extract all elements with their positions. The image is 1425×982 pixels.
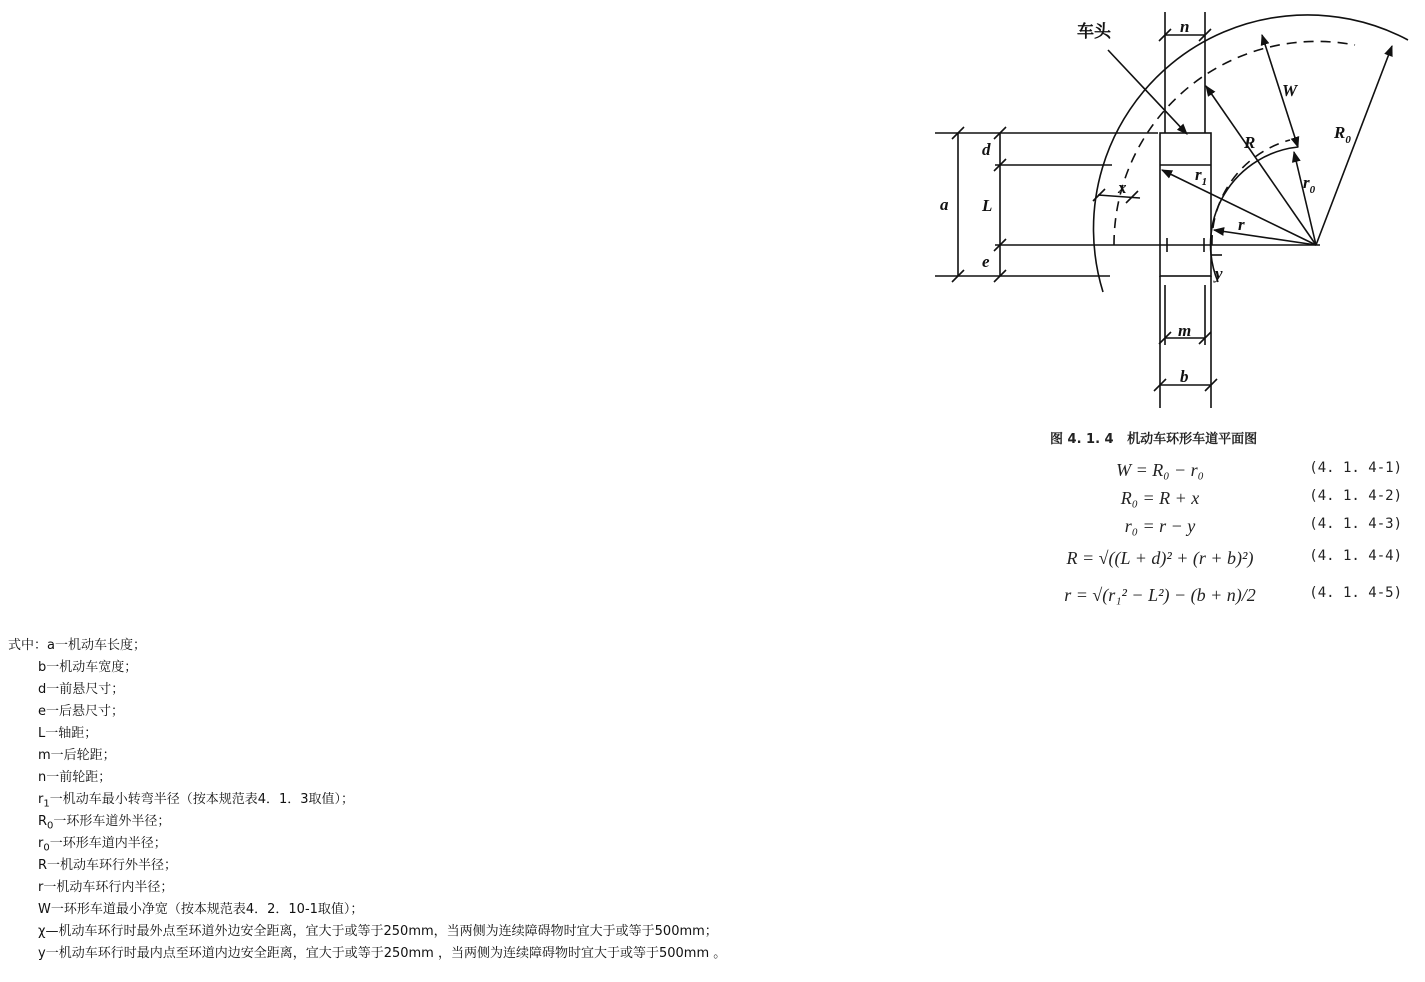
legend-symbol: R bbox=[38, 858, 48, 873]
equation-row bbox=[1040, 460, 1410, 486]
legend-text: 一前轮距； bbox=[46, 770, 112, 785]
equation-number: (4. 1. 4-4) bbox=[1309, 548, 1402, 564]
legend-symbol: L bbox=[38, 726, 46, 741]
legend-symbol: $r_1$ bbox=[38, 792, 50, 810]
legend-symbol: e bbox=[38, 704, 46, 719]
label-head: 车头 bbox=[1077, 22, 1111, 42]
legend-text: 一后轮距； bbox=[50, 748, 116, 763]
equation-expr: r = √(r₁² − L²) − (b + n)/2 bbox=[1064, 585, 1256, 605]
vehicle-rect bbox=[1160, 133, 1211, 276]
legend-symbol: $R_0$ bbox=[38, 814, 54, 832]
label-y: y bbox=[1215, 264, 1223, 283]
label-n: n bbox=[1180, 17, 1190, 36]
legend-head: 式中：a一机动车长度； bbox=[8, 638, 146, 653]
legend-item bbox=[8, 790, 726, 812]
legend-text: 一机动车环行外半径； bbox=[47, 858, 178, 873]
label-L: L bbox=[982, 196, 993, 215]
label-x: x bbox=[1118, 178, 1127, 197]
legend-symbol: $r_0$ bbox=[38, 836, 50, 854]
legend-text: 一环形车道最小净宽（按本规范表4．2．10-1取值）； bbox=[50, 902, 364, 917]
equation-row bbox=[1040, 516, 1410, 542]
head-leader bbox=[1108, 50, 1187, 134]
label-r: r bbox=[1238, 215, 1245, 234]
legend-symbol-subscript: 0 bbox=[43, 842, 50, 854]
label-r0: $r_0$ bbox=[1303, 173, 1316, 196]
legend-text: 一机动车宽度； bbox=[46, 660, 138, 675]
legend-text: 一机动车最小转弯半径（按本规范表4．1．3取值）； bbox=[49, 792, 355, 807]
label-a: a bbox=[940, 195, 949, 214]
label-d: d bbox=[982, 140, 991, 159]
label-W: W bbox=[1282, 81, 1298, 100]
legend-symbol: y bbox=[38, 946, 46, 961]
legend-item bbox=[8, 900, 726, 922]
legend-symbol: χ bbox=[38, 924, 46, 939]
equation-row bbox=[1040, 488, 1410, 514]
radius-R bbox=[1206, 86, 1316, 245]
equation-number: (4. 1. 4-5) bbox=[1309, 585, 1402, 601]
label-m: m bbox=[1178, 321, 1192, 340]
legend-text: 一环形车道内半径； bbox=[49, 836, 167, 851]
legend-text: —机动车环行时最外点至环道外边安全距离，宜大于或等于250mm，当两侧为连续障碍物时宜大于或等于500mm； bbox=[45, 924, 718, 939]
legend-text: 一后悬尺寸； bbox=[46, 704, 125, 719]
legend-text: 一机动车环行内半径； bbox=[43, 880, 174, 895]
legend-item bbox=[8, 922, 726, 944]
label-r1: $r_1$ bbox=[1195, 165, 1208, 188]
equation-expr: W = R₀ − r₀ bbox=[1116, 460, 1204, 480]
inner-path-dashed bbox=[1212, 140, 1290, 245]
legend-text: 一前悬尺寸； bbox=[46, 682, 125, 697]
radius-R0 bbox=[1316, 46, 1392, 245]
legend-symbol-subscript: 1 bbox=[43, 798, 50, 810]
legend-item bbox=[8, 944, 726, 966]
legend-symbol: W bbox=[38, 902, 51, 917]
figure-caption: 图 4. 1. 4 机动车环形车道平面图 bbox=[1050, 432, 1258, 447]
legend-item bbox=[8, 724, 726, 746]
legend-items bbox=[8, 658, 726, 966]
equation-row bbox=[1040, 585, 1410, 611]
equation-number: (4. 1. 4-1) bbox=[1309, 460, 1402, 476]
legend-item bbox=[8, 812, 726, 834]
label-b: b bbox=[1180, 367, 1189, 386]
equation-expr: r₀ = r − y bbox=[1124, 516, 1196, 536]
legend-item bbox=[8, 702, 726, 724]
radius-r0 bbox=[1294, 152, 1316, 245]
legend-item bbox=[8, 856, 726, 878]
legend-symbol: m bbox=[38, 748, 51, 763]
legend-item bbox=[8, 658, 726, 680]
symbol-legend bbox=[8, 636, 726, 966]
legend-text: 一环形车道外半径； bbox=[53, 814, 171, 829]
equation-expr: R = √((L + d)² + (r + b)²) bbox=[1066, 548, 1254, 568]
legend-symbol: d bbox=[38, 682, 47, 697]
legend-item bbox=[8, 680, 726, 702]
equation-expr: R₀ = R + x bbox=[1120, 488, 1200, 508]
legend-symbol: n bbox=[38, 770, 47, 785]
diagram-labels bbox=[940, 17, 1351, 386]
label-e: e bbox=[982, 252, 990, 271]
legend-item bbox=[8, 834, 726, 856]
legend-item bbox=[8, 878, 726, 900]
legend-item bbox=[8, 746, 726, 768]
equation-row bbox=[1040, 548, 1410, 574]
equation-number: (4. 1. 4-2) bbox=[1309, 488, 1402, 504]
legend-symbol: r bbox=[38, 880, 44, 895]
legend-item bbox=[8, 768, 726, 790]
legend-text: 一机动车环行时最内点至环道内边安全距离，宜大于或等于250mm ，当两侧为连续障碍物时宜大于或等于500mm 。 bbox=[45, 946, 727, 961]
label-R: R bbox=[1244, 133, 1256, 152]
label-R0: $R_0$ bbox=[1334, 123, 1351, 146]
outer-boundary-arc bbox=[1093, 15, 1408, 292]
outer-path-dashed bbox=[1114, 41, 1355, 245]
legend-text: 一轴距； bbox=[45, 726, 98, 741]
legend-symbol: b bbox=[38, 660, 47, 675]
legend-symbol-subscript: 0 bbox=[47, 820, 54, 832]
equation-number: (4. 1. 4-3) bbox=[1309, 516, 1402, 532]
